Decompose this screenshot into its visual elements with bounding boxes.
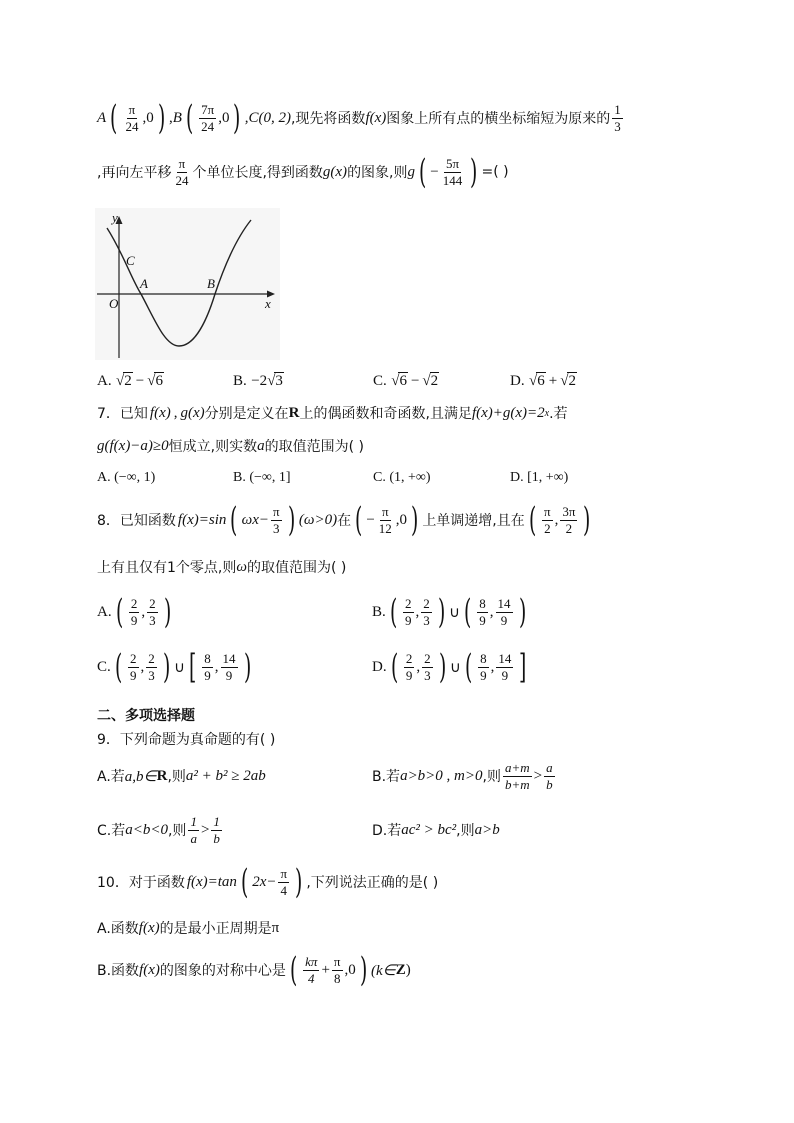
graph-label-y: y <box>112 210 118 225</box>
q7-line-2: g(f(x)−a)≥0 恒成立,则实数 a 的取值范围为( ) <box>97 437 364 455</box>
q10-stem: 10．对于函数 f(x)=tan ( 2x− $\frac{\pi}{4}$ ) ,下列说法正确的是( ) <box>97 862 439 902</box>
graph-label-a: A <box>140 276 148 291</box>
q7-option-b[interactable]: B. (−∞, 1] <box>233 470 291 485</box>
point-a-x: $\frac{\pi}{24}$ <box>125 101 139 134</box>
function-graph <box>95 208 280 360</box>
q6-option-d[interactable]: D. √ 6 + √ 2 <box>510 372 576 389</box>
q9-stem: 9．下列命题为真命题的有( ) <box>97 732 276 748</box>
q6-option-b[interactable]: B. −2 √ 3 <box>233 372 283 389</box>
q8-line-2: 上有且仅有1个零点,则 ω 的取值范围为( ) <box>97 558 347 576</box>
q9-option-a[interactable]: A.若 a,b∈ R ,则 a² + b² ≥ 2ab <box>97 767 266 785</box>
q6-option-a[interactable]: A. √ 2 − √ 6 <box>97 372 163 389</box>
q8-option-b[interactable]: B. ( $\frac{2}{9}$ , $\frac{2}{3}$ ) ∪ ( $\frac{8}{9}$ , $\frac{14}{9}$ ) <box>372 592 526 632</box>
q7-option-d[interactable]: D. [1, +∞) <box>510 470 569 485</box>
g-argument: $\frac{5\pi}{144}$ <box>442 155 463 188</box>
point-b-x: $\frac{7\pi}{24}$ <box>201 101 215 134</box>
graph-label-o: O <box>109 296 119 311</box>
q7-option-a[interactable]: A. (−∞, 1) <box>97 470 156 485</box>
q9-option-c[interactable]: C.若 a<b<0 ,则 $\frac{1}{a}$ > $\frac{1}{b}$ <box>97 813 220 846</box>
graph-label-x: x <box>265 296 271 311</box>
q7-option-c[interactable]: C. (1, +∞) <box>373 470 431 485</box>
q9-option-b[interactable]: B.若 a>b>0 , m>0 ,则 $\frac{a+m}{b+m}$ > $\frac{a}{b}$ <box>372 759 553 792</box>
shrink-ratio: $\frac{1}{3}$ <box>614 101 621 134</box>
graph-label-b: B <box>207 276 215 291</box>
q10-option-a[interactable]: A.函数 f(x) 的是最小正周期是 π <box>97 919 280 937</box>
point-b-label: B <box>172 109 182 126</box>
q8-line-1: 8．已知函数 f(x)=sin ( ωx− $\frac{\pi}{3}$ ) (ω>0) 在 ( − $\frac{\pi}{12}$ ,0 ) 上单调递增,且在 ( $\frac{\pi}{2}$ , $\frac{3\pi}{2}$ ) <box>97 500 591 540</box>
q8-option-a[interactable]: A. ( $\frac{2}{9}$ , $\frac{2}{3}$ ) <box>97 592 171 632</box>
q7-line-1: 7．已知 f(x) , g(x) 分别是定义在 R 上的偶函数和奇函数,且满足 f(x)+g(x)=2 x .若 <box>97 404 568 422</box>
q6-line-1: A ( $\frac{\pi}{24}$ ,0 ) , B ( $\frac{7\pi}{24}$ ,0 ) ,C(0, 2) ,现先将函数 f(x) 图象上所有点的横坐标缩短为原来的 $\frac{1}{3}$ <box>97 98 621 138</box>
q10-option-b[interactable]: B.函数 f(x) 的图象的对称中心是 ( $\frac{k\pi}{4}$ + $\frac{\pi}{8}$ ,0 ) (k∈ Z ) <box>97 950 411 990</box>
q6-option-c[interactable]: C. √ 6 − √ 2 <box>373 372 439 389</box>
q9-option-d[interactable]: D.若 ac² > bc² ,则 a>b <box>372 821 500 839</box>
point-c: ,C(0, 2) <box>244 109 291 126</box>
q8-option-d[interactable]: D. ( $\frac{2}{9}$ , $\frac{2}{3}$ ) ∪ ( $\frac{8}{9}$ , $\frac{14}{9}$ ] <box>372 647 527 687</box>
graph-label-c: C <box>126 253 135 268</box>
q6-line-2: ,再向左平移 $\frac{\pi}{24}$ 个单位长度,得到函数 g(x) 的图象,则 g ( − $\frac{5\pi}{144}$ ) =( ) <box>97 152 509 192</box>
point-a-label: A <box>97 109 107 126</box>
section-title: 二、多项选择题 <box>97 708 195 724</box>
shift-amount: $\frac{\pi}{24}$ <box>175 155 189 188</box>
q8-option-c[interactable]: C. ( $\frac{2}{9}$ , $\frac{2}{3}$ ) ∪ [ $\frac{8}{9}$ , $\frac{14}{9}$ ) <box>97 647 251 687</box>
